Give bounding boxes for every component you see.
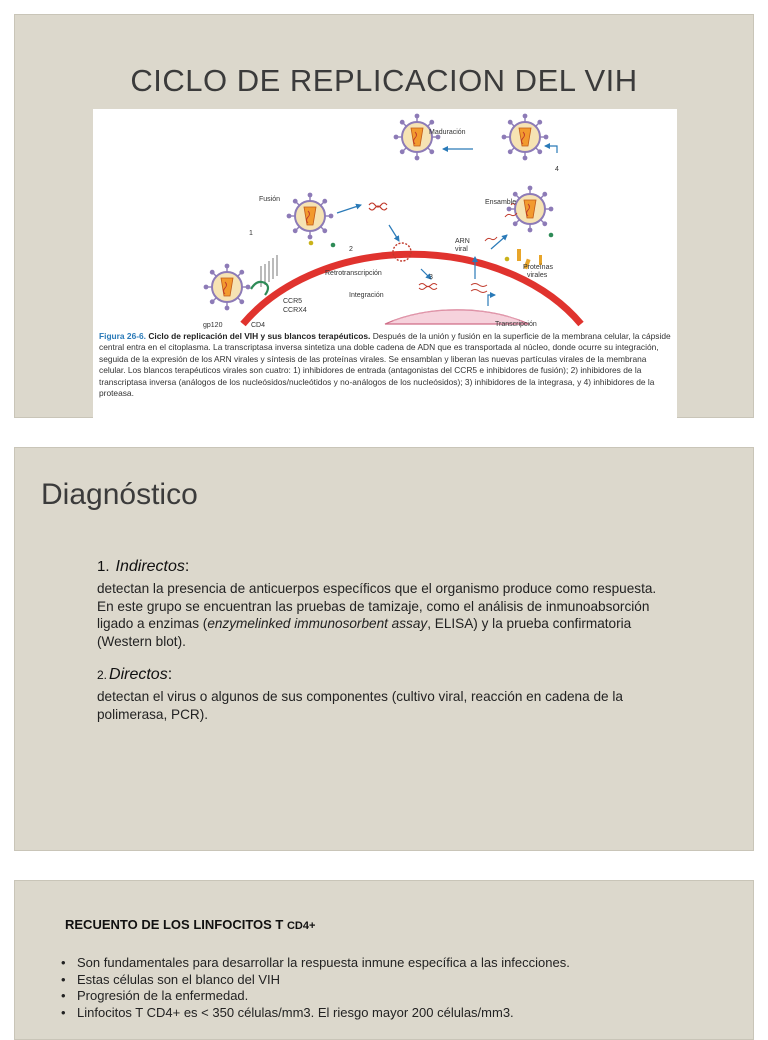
label-ccrx4: CCRX4 [283,307,307,314]
label-fusion: Fusión [259,196,281,203]
label-cd4: CD4 [251,322,266,329]
label-ccr5: CCR5 [283,298,303,305]
figure-caption [99,331,671,399]
virion-budding [502,114,549,161]
item-number: 1. [97,558,110,575]
virion-maturation [394,114,441,161]
virion-fusion [287,193,334,240]
figure-caption-body: Después de la unión y fusión en la superficie de la membrana celular, la cápside central entra en el citoplasma. La transcriptasa inversa sintetiza una doble cadena de ADN que es transportada al núcleo, donde ocurre su integración, seguida de la expresión de los ARN virales y síntesis de las proteínas virales. Se ensamblan y liberan las nuevas partículas virales de la membrana celular. Los blancos terapéuticos virales son cuatro: 1) inhibidores de entrada (antagonistas del CCR5 e inhibidores de fusión); 2) inhibidores de la transcriptasa inversa (análogos de los nucleósidos/nucleótidos y no-análogos de los nucleósidos); 3) inhibidores de la integrasa, y 4) inhibidores de la proteasa. [99,331,671,399]
virion-entry [204,264,251,311]
virion-assembly [507,186,554,233]
replication-diagram [93,109,677,329]
label-arn-viral-2: viral [455,246,468,253]
slide-title-main: RECUENTO DE LOS LINFOCITOS T [65,917,287,932]
text-italic: enzymelinked immunosorbent assay [207,616,428,632]
item-indirectos-text [97,580,657,650]
label-ensamble: Ensamble [485,199,517,206]
label-arn-viral: ARN [455,238,470,245]
item-colon: : [184,558,190,575]
item-heading: Indirectos [115,558,185,575]
slide-title-small: CD4+ [286,920,316,932]
label-proteinas: Proteínas [523,264,553,271]
item-colon: : [167,666,173,683]
slide-title: CICLO DE REPLICACION DEL VIH [130,63,638,98]
hiv-replication-figure [93,109,677,419]
item-directos-heading [97,666,172,684]
step-3: 3 [429,274,433,281]
bullet-list [59,955,570,1021]
step-4: 4 [555,166,559,173]
label-retrotranscripcion: Retrotranscripción [325,270,382,277]
label-gp120: gp120 [203,322,223,329]
item-number: 2. [97,668,108,682]
list-item: • Progresión de la enfermedad. [59,988,570,1005]
step-2: 2 [349,246,353,253]
item-directos-text: detectan el virus o algunos de sus componentes (cultivo viral, reacción en cadena de la polimerasa, PCR). [97,689,623,722]
slide-title: Diagnóstico [41,478,198,511]
text-part-b: , ELISA) y la prueba confirmatoria (Western blot). [97,616,632,649]
slide-recuento-cd4 [14,880,754,1040]
list-item: • Son fundamentales para desarrollar la respuesta inmune específica a las infecciones. [59,955,570,972]
cd4-receptor [251,282,268,295]
label-transcripcion: Transcripción [495,321,537,328]
list-item: • Linfocitos T CD4+ es < 350 células/mm3. El riesgo mayor 200 células/mm3. [59,1005,570,1022]
text-part-a: detectan la presencia de anticuerpos específicos que el organismo produce como respuesta. En este grupo se encuentran las pruebas de tamizaje, como el análisis de inmunoabsorción ligado a enzimas ( [97,581,657,632]
item-heading: Directos [109,666,168,683]
step-1: 1 [249,230,253,237]
figure-label: Figura 26-6. [99,331,147,341]
slide-replication-cycle [14,14,754,418]
slide-diagnostico [14,447,754,851]
item-indirectos-heading [97,558,189,576]
label-maduracion: Maduración [429,129,466,136]
label-proteinas-2: virales [527,272,548,279]
slide-title [65,917,315,932]
label-integracion: Integración [349,292,384,299]
figure-caption-title: Ciclo de replicación del VIH y sus blancos terapéuticos. [148,331,371,341]
list-item: • Estas células son el blanco del VIH [59,972,570,989]
